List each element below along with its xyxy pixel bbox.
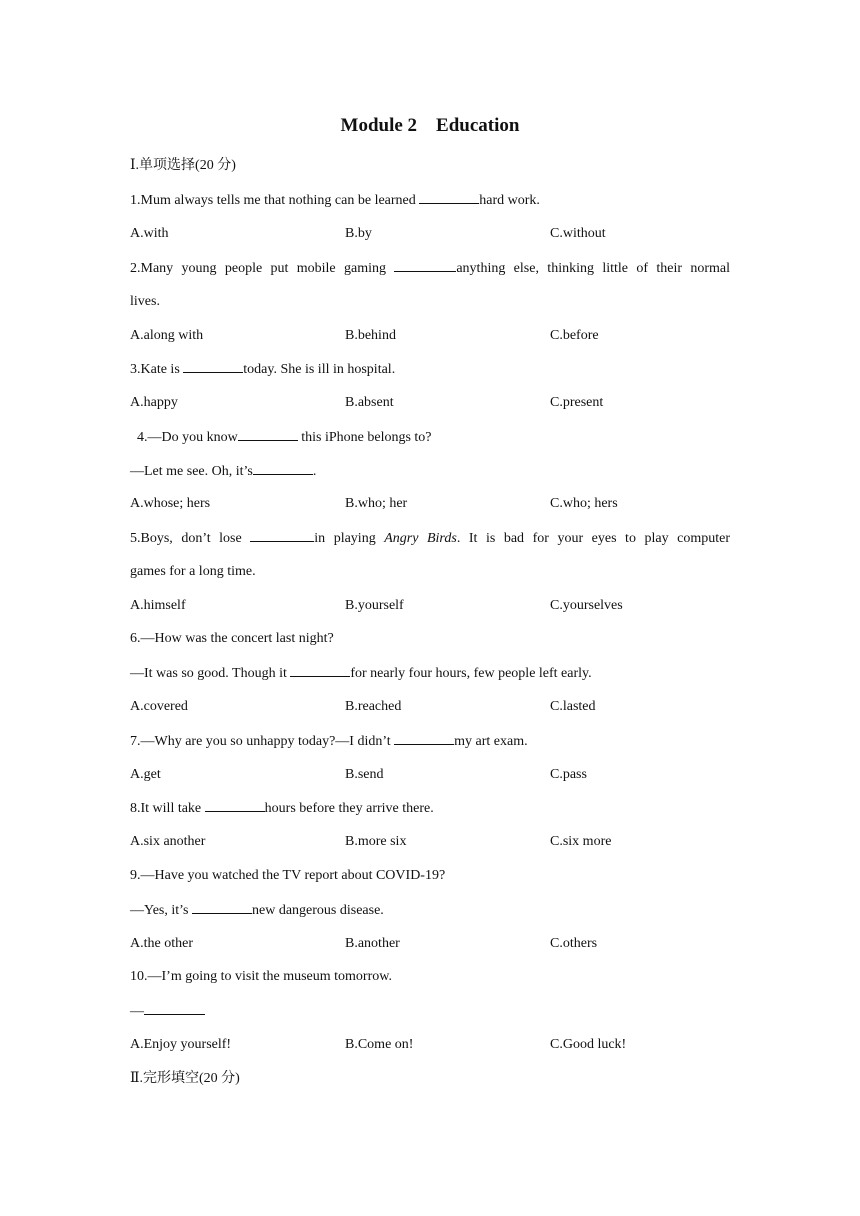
answer-blank <box>144 1002 205 1015</box>
option-a: A.the other <box>130 936 193 951</box>
option-b: B.yourself <box>345 598 404 613</box>
page-title: Module 2 Education <box>340 115 520 136</box>
answer-blank <box>253 462 313 475</box>
question-stem: 4.—Do you know this iPhone belongs to? <box>137 430 432 445</box>
section-heading-cloze: Ⅱ.完形填空(20 分) <box>130 1071 240 1086</box>
question-reply: — <box>130 1002 730 1021</box>
answer-blank <box>290 664 350 677</box>
option-b: B.behind <box>345 328 396 343</box>
question-stem: 7.—Why are you so unhappy today?—I didn’t my art exam. <box>130 734 528 749</box>
option-c: C.lasted <box>550 699 596 714</box>
option-b: B.absent <box>345 395 394 410</box>
question-stem: 6.—How was the concert last night? <box>130 631 334 646</box>
question-stem: 8.It will take hours before they arrive there. <box>130 801 434 816</box>
answer-blank <box>250 529 314 542</box>
answer-blank <box>419 191 479 204</box>
answer-blank <box>394 259 456 272</box>
answer-blank <box>238 428 298 441</box>
option-c: C.without <box>550 226 606 241</box>
option-a: A.covered <box>130 699 188 714</box>
option-a: A.get <box>130 767 161 782</box>
question-stem-continued: lives. <box>130 294 160 309</box>
question-reply: —It was so good. Though it for nearly four hours, few people left early. <box>130 666 592 681</box>
option-c: C.before <box>550 328 599 343</box>
question-stem: 1.Mum always tells me that nothing can be learned hard work. <box>130 193 540 208</box>
option-c: C.pass <box>550 767 587 782</box>
answer-blank <box>183 360 243 373</box>
answer-blank <box>192 901 252 914</box>
option-c: C.yourselves <box>550 598 623 613</box>
option-a: A.himself <box>130 598 186 613</box>
option-b: B.reached <box>345 699 402 714</box>
option-a: A.whose; hers <box>130 496 211 511</box>
option-b: B.another <box>345 936 400 951</box>
option-c: C.others <box>550 936 598 951</box>
option-a: A.along with <box>130 328 204 343</box>
option-b: B.Come on! <box>345 1037 414 1052</box>
answer-blank <box>394 732 454 745</box>
option-c: C.Good luck! <box>550 1037 627 1052</box>
option-c: C.present <box>550 395 604 410</box>
section-heading-single-choice: Ⅰ.单项选择(20 分) <box>130 158 236 173</box>
question-stem: 10.—I’m going to visit the museum tomorrow. <box>130 969 392 984</box>
option-b: B.by <box>345 226 372 241</box>
option-c: C.six more <box>550 834 612 849</box>
option-a: A.Enjoy yourself! <box>130 1037 232 1052</box>
question-stem: 3.Kate is today. She is ill in hospital. <box>130 362 396 377</box>
question-stem-continued: games for a long time. <box>130 564 256 579</box>
option-c: C.who; hers <box>550 496 618 511</box>
option-b: B.more six <box>345 834 407 849</box>
answer-blank <box>205 799 265 812</box>
option-a: A.with <box>130 226 169 241</box>
question-stem: 9.—Have you watched the TV report about COVID-19? <box>130 868 446 883</box>
question-stem: 2.Many young people put mobile gaming anything else, thinking little of their normal <box>130 261 731 276</box>
question-reply: —Let me see. Oh, it’s . <box>130 464 317 479</box>
option-b: B.send <box>345 767 384 782</box>
question-reply: —Yes, it’s new dangerous disease. <box>130 903 384 918</box>
question-stem: 5.Boys, don’t lose in playing Angry Birds. It is bad for your eyes to play computer <box>130 531 730 546</box>
option-a: A.six another <box>130 834 206 849</box>
option-b: B.who; her <box>345 496 408 511</box>
option-a: A.happy <box>130 395 178 410</box>
